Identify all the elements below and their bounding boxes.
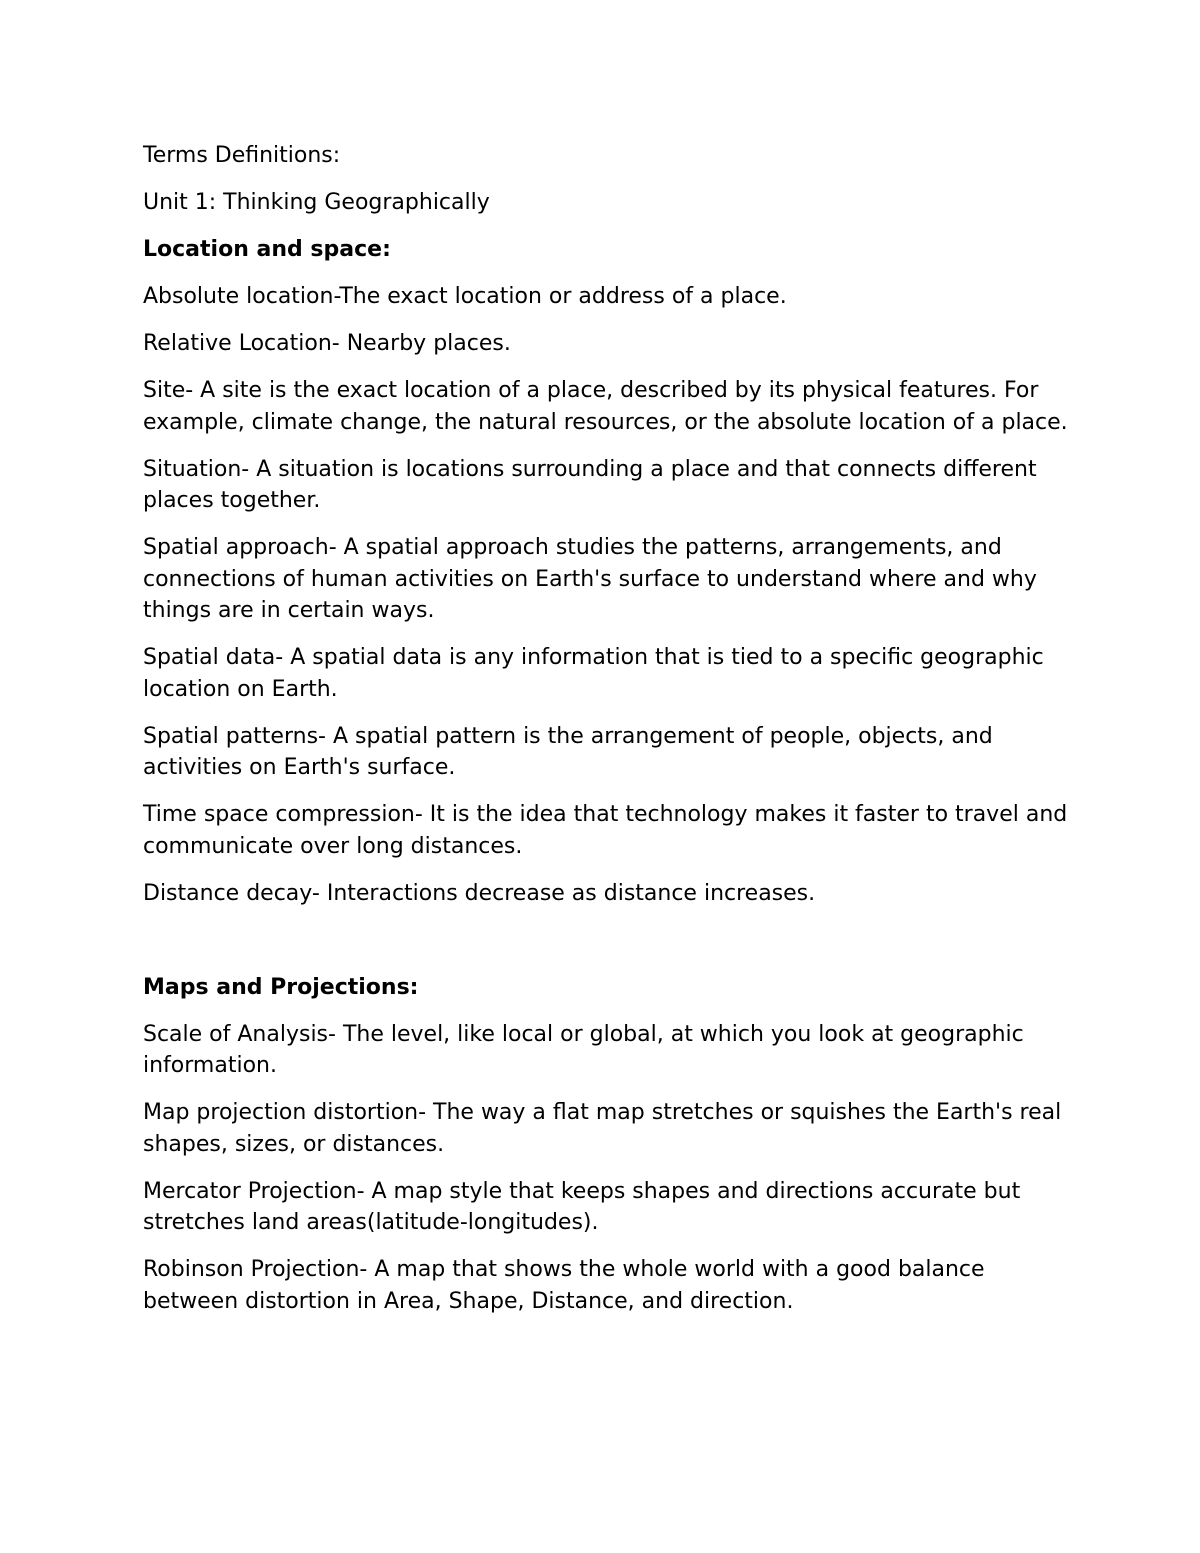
term-robinson-projection: Robinson Projection- A map that shows the whole world with a good balance between distortion in Area, Shape, Distance, and direction. (143, 1257, 985, 1314)
term-time-space-compression: Time space compression- It is the idea that technology makes it faster to travel and communicate over long distances. (143, 802, 1068, 859)
term-distance-decay: Distance decay- Interactions decrease as distance increases. (143, 880, 816, 906)
term-relative-location: Relative Location- Nearby places. (143, 331, 511, 356)
section-heading-location-and-space: Location and space: (143, 237, 391, 262)
term-map-projection-distortion: Map projection distortion- The way a flat map stretches or squishes the Earth's real shapes, sizes, or distances. (143, 1100, 1062, 1157)
term-spatial-patterns: Spatial patterns- A spatial pattern is the arrangement of people, objects, and activities on Earth's surface. (143, 723, 993, 780)
section-heading-maps-and-projections: Maps and Projections: (143, 974, 419, 1000)
term-scale-of-analysis: Scale of Analysis- The level, like local or global, at which you look at geographic information. (143, 1021, 1024, 1078)
document-title: Terms Definitions: (143, 143, 341, 168)
document-body (143, 140, 1073, 1333)
term-mercator-projection: Mercator Projection- A map style that keeps shapes and directions accurate but stretches land areas(latitude-longitudes). (143, 1178, 1021, 1235)
term-absolute-location: Absolute location-The exact location or address of a place. (143, 284, 787, 309)
unit-title: Unit 1: Thinking Geographically (143, 190, 490, 215)
term-spatial-approach: Spatial approach- A spatial approach studies the patterns, arrangements, and connections of human activities on Earth's surface to understand where and why things are in certain ways. (143, 535, 1037, 623)
term-situation: Situation- A situation is locations surrounding a place and that connects different places together. (143, 456, 1037, 513)
term-spatial-data: Spatial data- A spatial data is any information that is tied to a specific geographic location on Earth. (143, 645, 1044, 702)
blank-line (143, 925, 1073, 957)
term-site: Site- A site is the exact location of a place, described by its physical features. For example, climate change, the natural resources, or the absolute location of a place. (143, 378, 1068, 435)
